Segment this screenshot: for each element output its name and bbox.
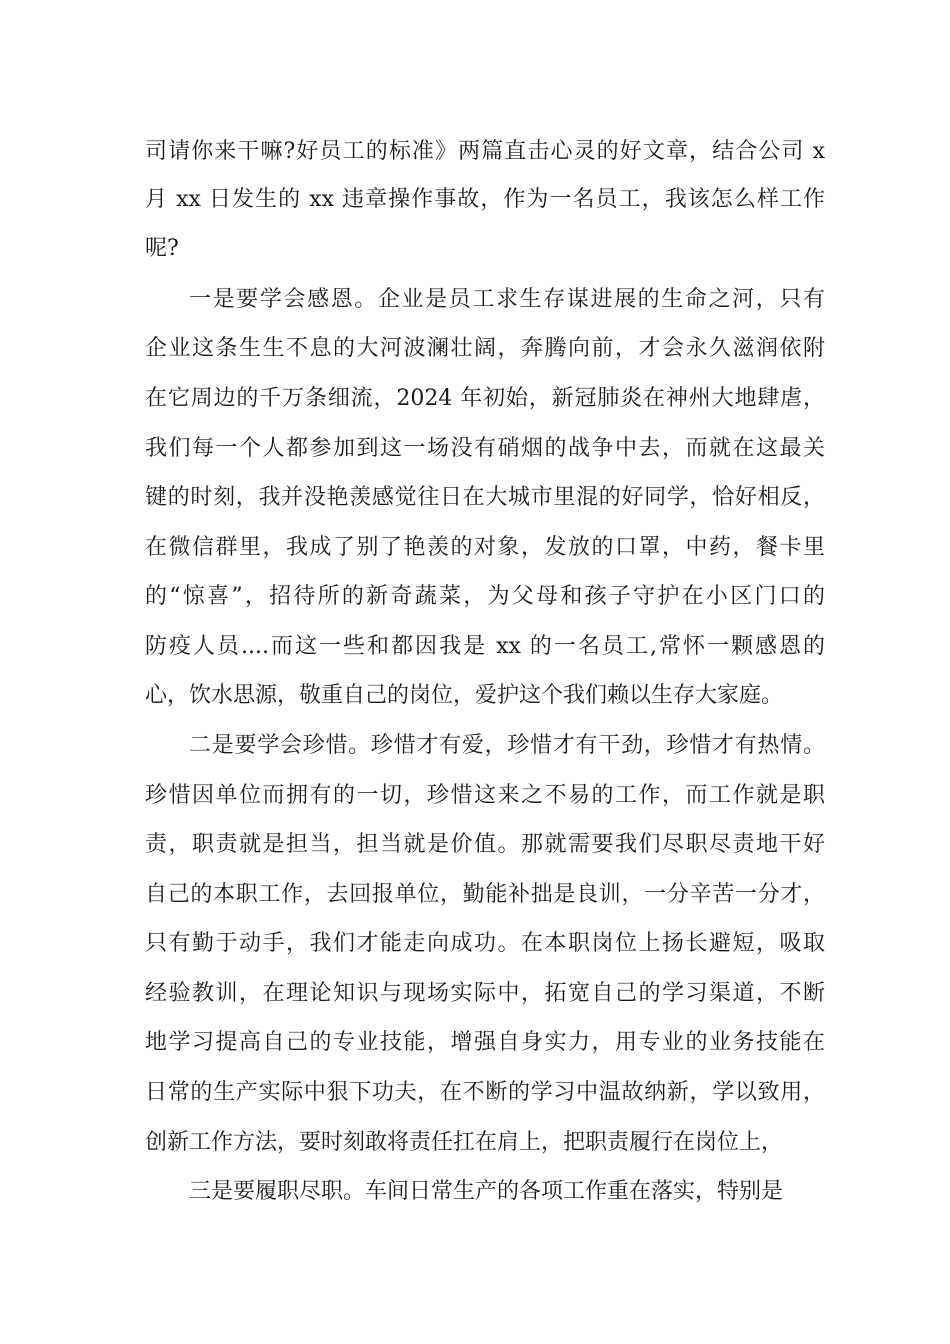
body-text-line: 责，职责就是担当，担当就是价值。那就需要我们尽职尽责地干好 — [145, 832, 825, 857]
body-text-line: 自己的本职工作，去回报单位，勤能补拙是良训，一分辛苦一分才， — [145, 882, 825, 907]
body-text-line: 日常的生产实际中狠下功夫，在不断的学习中温故纳新，学以致用， — [145, 1080, 825, 1105]
paragraph-first-line: 一是要学会感恩。企业是员工求生存谋进展的生命之河，只有 — [189, 287, 825, 312]
body-text-line: 只有勤于动手，我们才能走向成功。在本职岗位上扬长避短，吸取 — [145, 931, 825, 956]
body-text-line: 在它周边的千万条细流，2024 年初始，新冠肺炎在神州大地肆虐， — [145, 386, 825, 411]
body-text-line: 呢? — [145, 236, 179, 261]
body-text-line: 月 xx 日发生的 xx 违章操作事故，作为一名员工，我该怎么样工作 — [145, 187, 825, 212]
body-text-line: 珍惜因单位而拥有的一切，珍惜这来之不易的工作，而工作就是职 — [145, 783, 825, 808]
body-text-line: 键的时刻，我并没艳羡感觉往日在大城市里混的好同学，恰好相反， — [145, 485, 825, 510]
body-text-line: 我们每一个人都参加到这一场没有硝烟的战争中去，而就在这最关 — [145, 436, 825, 461]
body-text-line: 经验教训，在理论知识与现场实际中，拓宽自己的学习渠道，不断 — [145, 981, 825, 1006]
paragraph-first-line: 二是要学会珍惜。珍惜才有爱，珍惜才有干劲，珍惜才有热情。 — [189, 733, 825, 758]
body-text-line: 在微信群里，我成了别了艳羡的对象，发放的口罩，中药，餐卡里 — [145, 535, 825, 560]
body-text-line: 企业这条生生不息的大河波澜壮阔，奔腾向前，才会永久滋润依附 — [145, 336, 825, 361]
body-text-line: 防疫人员....而这一些和都因我是 xx 的一名员工,常怀一颗感恩的 — [145, 634, 825, 659]
paragraph-first-line: 三是要履职尽职。车间日常生产的各项工作重在落实，特别是 — [189, 1179, 784, 1204]
body-text-line: 司请你来干嘛?好员工的标准》两篇直击心灵的好文章，结合公司 x — [145, 139, 825, 164]
body-text-line: 的“惊喜”，招待所的新奇蔬菜，为父母和孩子守护在小区门口的 — [145, 584, 825, 609]
body-text-line: 地学习提高自己的专业技能，增强自身实力，用专业的业务技能在 — [145, 1030, 825, 1055]
body-text-line: 创新工作方法，要时刻敢将责任扛在肩上，把职责履行在岗位上， — [145, 1130, 784, 1155]
body-text-line: 心，饮水思源，敬重自己的岗位，爱护这个我们赖以生存大家庭。 — [145, 683, 784, 708]
